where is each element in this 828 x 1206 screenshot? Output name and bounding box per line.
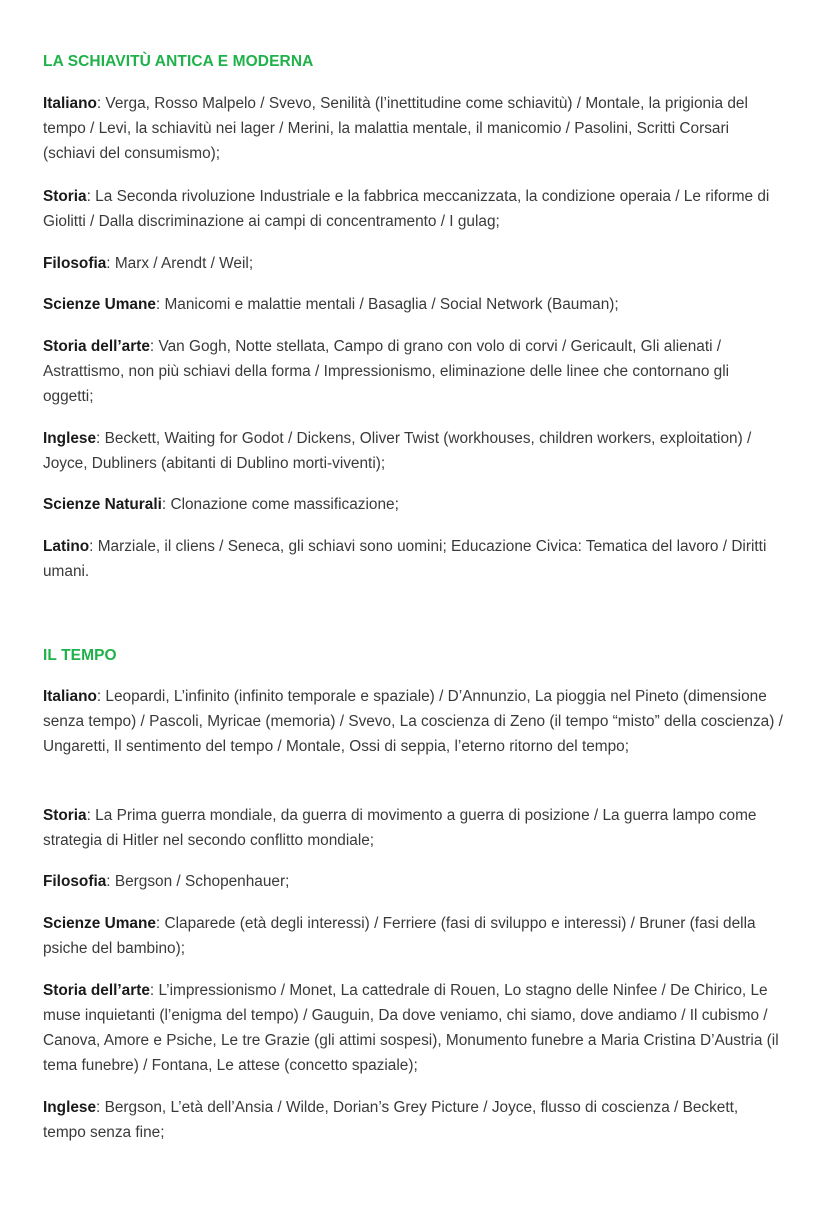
entry-inglese [43,1095,783,1145]
entry-scienze-umane [43,911,783,961]
section-title-schiavitu: LA SCHIAVITÙ ANTICA E MODERNA [43,53,314,70]
entry-storia [43,803,783,853]
entry-text: : Beckett, Waiting for Godot / Dickens, Oliver Twist (workhouses, children workers, exploitation) / Joyce, Dubliners (abitanti di Dublino morti-viventi); [43,430,752,472]
entry-text: : Marziale, il cliens / Seneca, gli schiavi sono uomini; Educazione Civica: Tematica del lavoro / Diritti umani. [43,538,767,580]
entry-text: : Manicomi e malattie mentali / Basaglia / Social Network (Bauman); [155,296,619,313]
entry-text: : La Seconda rivoluzione Industriale e la fabbrica meccanizzata, la condizione operaia / Le riforme di Giolitti / Dalla discriminazione ai campi di concentramento / I gulag; [43,188,770,230]
entry-inglese [43,426,783,476]
entry-storia-arte [43,334,783,409]
entry-scienze-naturali [43,492,783,517]
section-title-tempo: IL TEMPO [43,647,117,664]
entry-text: : Leopardi, L’infinito (infinito temporale e spaziale) / D’Annunzio, La pioggia nel Pineto (dimensione senza tempo) / Pascoli, Myricae (memoria) / Svevo, La coscienza di Zeno (il tempo “misto” della coscienza) / Ungaretti, Il sentimento del tempo / Montale, Ossi di seppia, l’eterno ritorno del tempo; [43,688,783,755]
entry-filosofia [43,251,783,276]
entry-italiano [43,91,783,166]
entry-text: : La Prima guerra mondiale, da guerra di movimento a guerra di posizione / La guerra lampo come strategia di Hitler nel secondo conflitto mondiale; [43,807,757,849]
entry-latino [43,534,783,584]
subject-label: Filosofia [43,255,107,272]
subject-label: Storia [43,188,87,205]
entry-text: : Bergson, L’età dell’Ansia / Wilde, Dorian’s Grey Picture / Joyce, flusso di coscienza / Beckett, tempo senza fine; [43,1099,739,1141]
subject-label: Filosofia [43,873,107,890]
subject-label: Inglese [43,430,97,447]
subject-label: Storia dell’arte [43,982,150,999]
subject-label: Latino [43,538,90,555]
subject-label: Scienze Umane [43,915,156,932]
subject-label: Storia [43,807,87,824]
entry-filosofia [43,869,783,894]
subject-label: Storia dell’arte [43,338,150,355]
entry-text: : Van Gogh, Notte stellata, Campo di grano con volo di corvi / Gericault, Gli alienati / Astrattismo, non più schiavi della forma / Impressionismo, eliminazione delle linee che contornano gli oggetti; [43,338,730,405]
subject-label: Scienze Umane [43,296,156,313]
entry-italiano [43,684,783,759]
entry-text: : L’impressionismo / Monet, La cattedrale di Rouen, Lo stagno delle Ninfee / De Chirico, Le muse inquietanti (l’enigma del tempo) / Gauguin, Da dove veniamo, chi siamo, dove andiamo / Il cubismo / Canova, Amore e Psiche, Le tre Grazie (gli attimi sospesi), Monumento funebre a Maria Cristina D’Austria (il tema funebre) / Fontana, Le attese (concetto spaziale); [43,982,779,1074]
entry-storia [43,184,783,234]
entry-text: : Claparede (età degli interessi) / Ferriere (fasi di sviluppo e interessi) / Bruner (fasi della psiche del bambino); [43,915,756,957]
subject-label: Scienze Naturali [43,496,162,513]
entry-scienze-umane [43,292,783,317]
entry-text: : Clonazione come massificazione; [161,496,399,513]
entry-storia-arte [43,978,783,1078]
subject-label: Inglese [43,1099,97,1116]
entry-text: : Bergson / Schopenhauer; [106,873,290,890]
subject-label: Italiano [43,95,97,112]
subject-label: Italiano [43,688,97,705]
entry-text: : Verga, Rosso Malpelo / Svevo, Senilità (l’inettitudine come schiavitù) / Montale, la prigionia del tempo / Levi, la schiavitù nei lager / Merini, la malattia mentale, il manicomio / Pasolini, Scritti Corsari (schiavi del consumismo); [43,95,748,162]
entry-text: : Marx / Arendt / Weil; [106,255,254,272]
